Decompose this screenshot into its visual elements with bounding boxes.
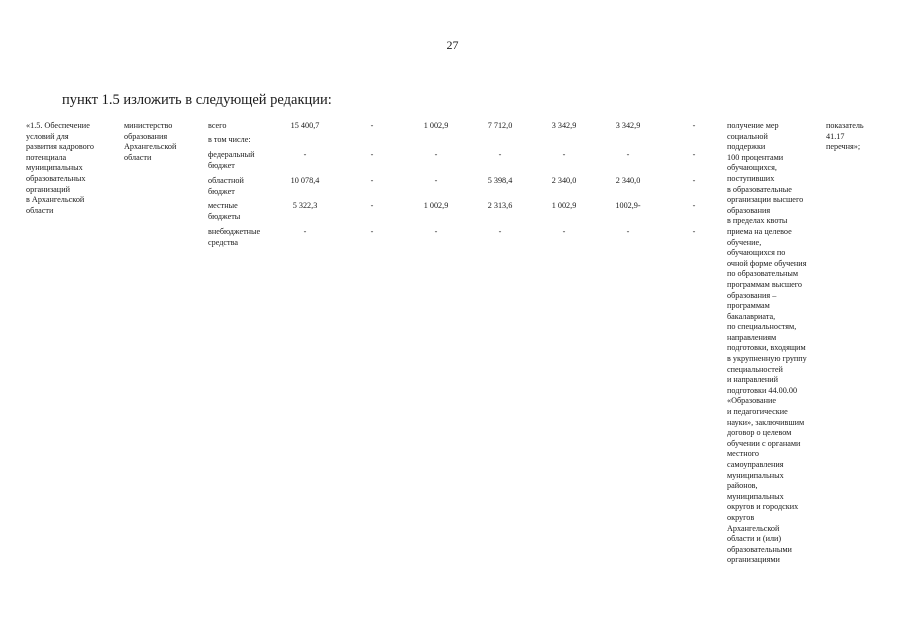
indicator-cell: показатель 41.17 перечня»; bbox=[826, 121, 864, 152]
page-number: 27 bbox=[446, 38, 459, 52]
value-extrabudget-y1: - bbox=[370, 227, 374, 236]
funding-source-extrabudget: внебюджетные средства bbox=[208, 227, 261, 247]
funding-source-including: в том числе: bbox=[208, 135, 251, 144]
executor-cell: министерство образования Архангельской области bbox=[124, 121, 177, 162]
funding-source-total: всего bbox=[208, 121, 227, 130]
value-local-y2: 1 002,9 bbox=[423, 201, 449, 210]
funding-source-local: местные бюджеты bbox=[208, 201, 241, 221]
funding-source-federal: федеральный бюджет bbox=[208, 150, 255, 170]
value-total-y6: - bbox=[692, 121, 696, 130]
value-total-y4: 3 342,9 bbox=[551, 121, 577, 130]
value-local-sum: 5 322,3 bbox=[292, 201, 318, 210]
value-regional-sum: 10 078,4 bbox=[290, 176, 320, 185]
value-total-sum: 15 400,7 bbox=[290, 121, 320, 130]
value-total-y1: - bbox=[370, 121, 374, 130]
value-federal-y5: - bbox=[626, 150, 630, 159]
funding-source-regional: областной бюджет bbox=[208, 176, 244, 196]
value-extrabudget-y5: - bbox=[626, 227, 630, 236]
value-local-y1: - bbox=[370, 201, 374, 210]
task-name-cell: «1.5. Обеспечение условий для развития кадрового потенциала муниципальных образовательных организаций в Архангельской области bbox=[26, 121, 94, 215]
value-federal-y2: - bbox=[434, 150, 438, 159]
value-extrabudget-y6: - bbox=[692, 227, 696, 236]
value-regional-y6: - bbox=[692, 176, 696, 185]
value-total-y5: 3 342,9 bbox=[615, 121, 641, 130]
value-extrabudget-y3: - bbox=[498, 227, 502, 236]
value-total-y3: 7 712,0 bbox=[487, 121, 513, 130]
value-local-y6: - bbox=[692, 201, 696, 210]
value-total-y2: 1 002,9 bbox=[423, 121, 449, 130]
value-regional-y4: 2 340,0 bbox=[551, 176, 577, 185]
value-local-y4: 1 002,9 bbox=[551, 201, 577, 210]
value-federal-y6: - bbox=[692, 150, 696, 159]
expected-result-cell: получение мер социальной поддержки 100 процентами обучающихся, поступивших в образовательные организации высшего образования в пределах квоты приема на целевое обучение, обучающихся по очной форме обучения по образовательным программам высшего образования – программам бакалавриата, по специальностям, направлениям подготовки, входящим в укрупненную группу специальностей и направлений подготовки 44.00.00 «Образование и педагогические науки», заключившим договор о целевом обучении с органами местного самоуправления муниципальных районов, муниципальных округов и городских округов Архангельской области и (или) образовательными организациями bbox=[727, 121, 807, 565]
value-regional-y2: - bbox=[434, 176, 438, 185]
value-extrabudget-y2: - bbox=[434, 227, 438, 236]
value-local-y3: 2 313,6 bbox=[487, 201, 513, 210]
value-federal-sum: - bbox=[303, 150, 307, 159]
value-regional-y5: 2 340,0 bbox=[615, 176, 641, 185]
amendment-heading: пункт 1.5 изложить в следующей редакции: bbox=[62, 92, 332, 108]
value-extrabudget-sum: - bbox=[303, 227, 307, 236]
value-regional-y1: - bbox=[370, 176, 374, 185]
value-regional-y3: 5 398,4 bbox=[487, 176, 513, 185]
value-federal-y4: - bbox=[562, 150, 566, 159]
value-local-y5: 1002,9- bbox=[615, 201, 641, 210]
value-federal-y1: - bbox=[370, 150, 374, 159]
value-federal-y3: - bbox=[498, 150, 502, 159]
value-extrabudget-y4: - bbox=[562, 227, 566, 236]
